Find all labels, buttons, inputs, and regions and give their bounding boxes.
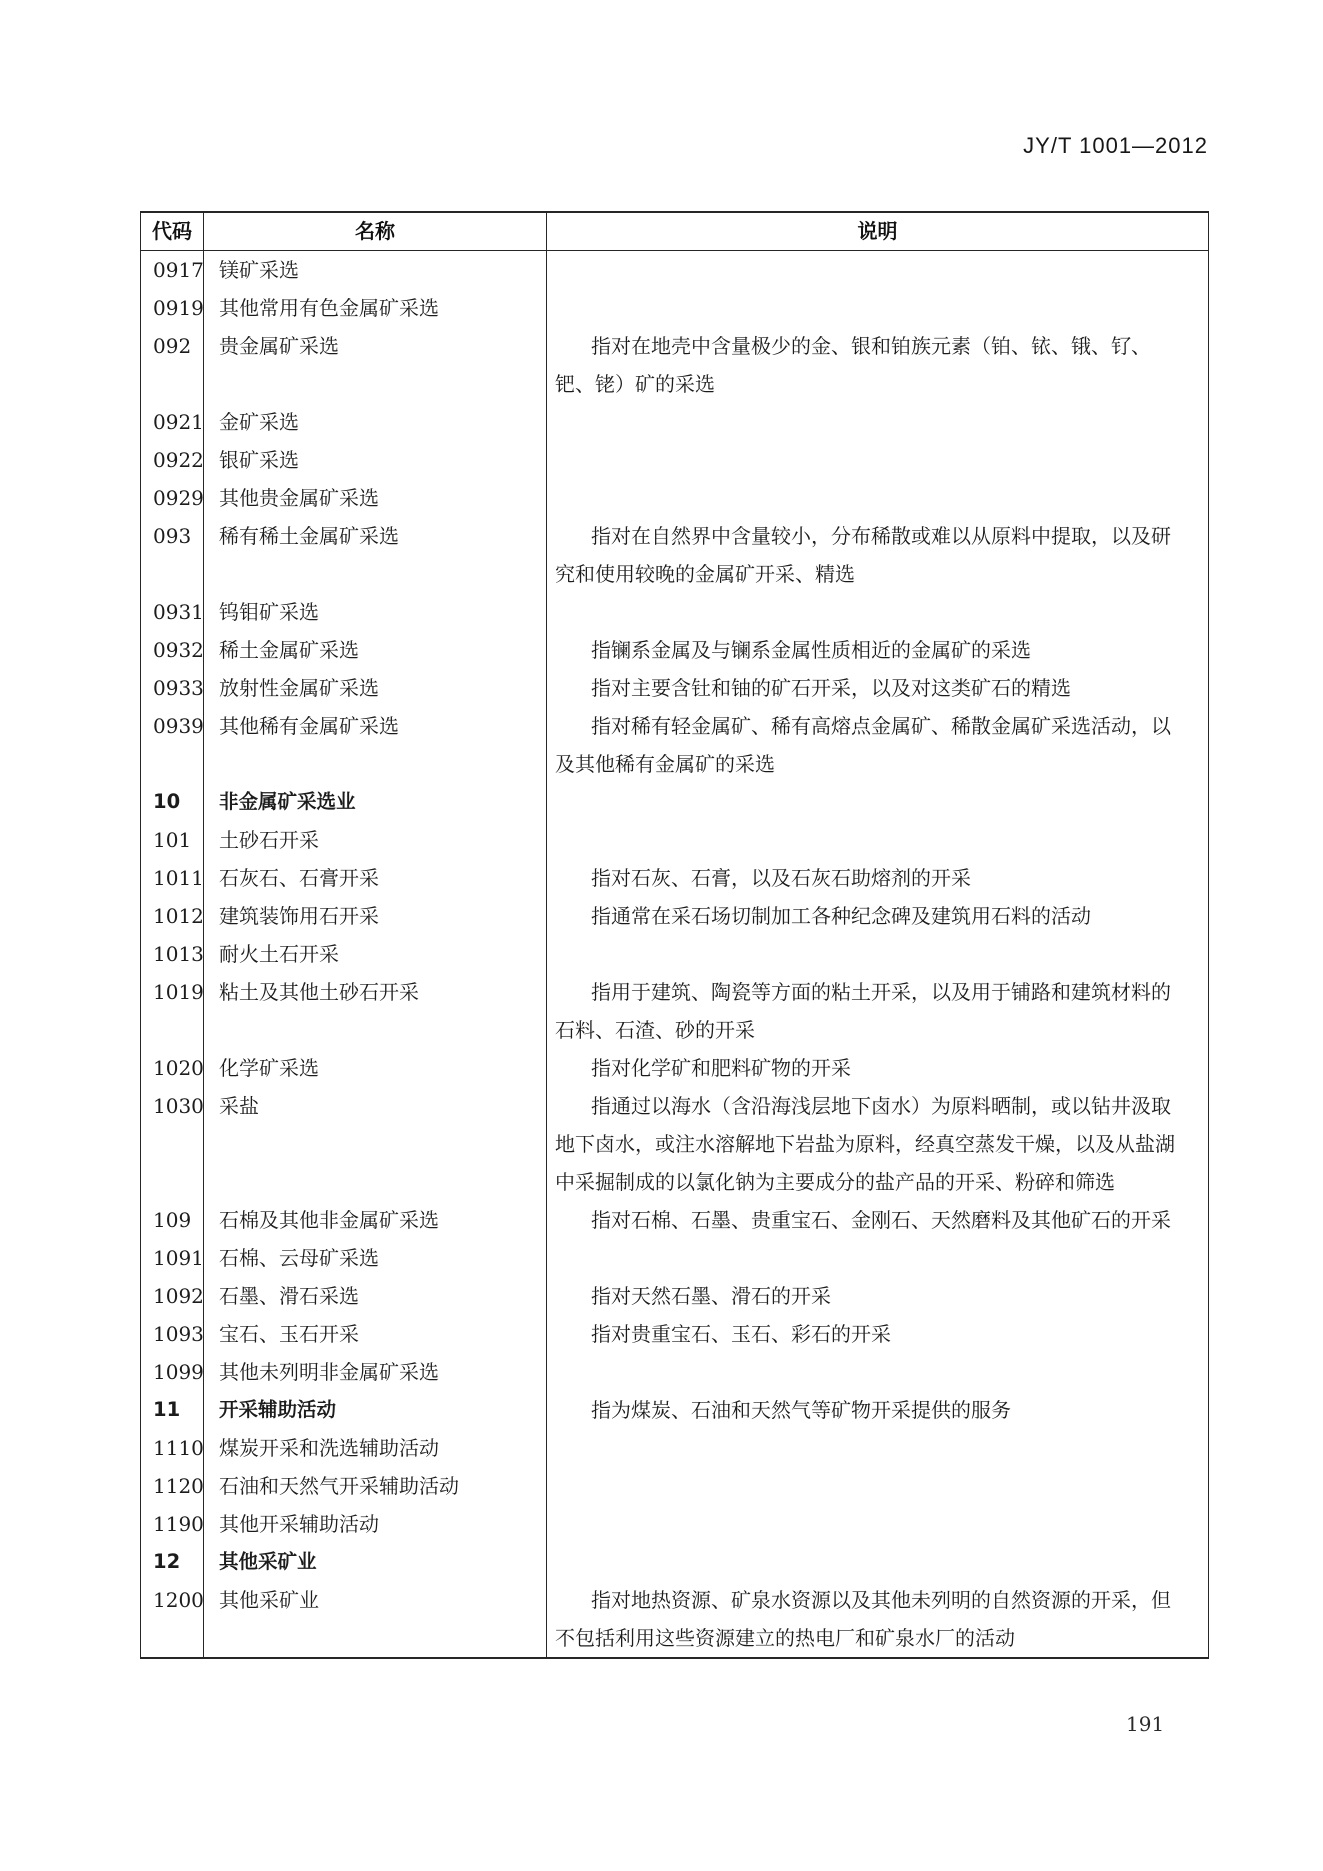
name-cell: 其他未列明非金属矿采选: [204, 1353, 547, 1391]
code-cell: 11: [141, 1391, 204, 1429]
name-cell: 稀土金属矿采选: [204, 631, 547, 669]
table-row: [141, 1049, 1209, 1087]
description-cell: [547, 1353, 1209, 1391]
code-cell: 0921: [141, 403, 204, 441]
code-cell: 1092: [141, 1277, 204, 1315]
name-cell: 其他贵金属矿采选: [204, 479, 547, 517]
description-cell: [547, 289, 1209, 327]
column-header-code: 代码: [141, 212, 204, 251]
standard-number: JY/T 1001—2012: [1023, 133, 1208, 158]
code-cell: 0939: [141, 707, 204, 783]
table-body: [141, 251, 1209, 1659]
table-row: [141, 1315, 1209, 1353]
table-row: [141, 859, 1209, 897]
table-row: [141, 289, 1209, 327]
code-cell: 0917: [141, 251, 204, 290]
table-row: [141, 897, 1209, 935]
name-cell: 非金属矿采选业: [204, 783, 547, 821]
table-row: [141, 1505, 1209, 1543]
description-cell: [547, 479, 1209, 517]
description-cell: 指镧系金属及与镧系金属性质相近的金属矿的采选: [591, 638, 1031, 662]
code-cell: 109: [141, 1201, 204, 1239]
code-cell: 1200: [141, 1581, 204, 1658]
description-cell: 指对主要含钍和铀的矿石开采，以及对这类矿石的精选: [591, 676, 1071, 700]
code-cell: 12: [141, 1543, 204, 1581]
description-cell: [547, 1429, 1209, 1467]
name-cell: 建筑装饰用石开采: [204, 897, 547, 935]
table-row: [141, 327, 1209, 403]
description-cell: [547, 1467, 1209, 1505]
description-cell: [547, 251, 1209, 290]
name-cell: 石棉及其他非金属矿采选: [204, 1201, 547, 1239]
description-cell: 指对稀有轻金属矿、稀有高熔点金属矿、稀散金属矿采选活动，以及其他稀有金属矿的采选: [555, 714, 1171, 776]
description-cell: 指对地热资源、矿泉水资源以及其他未列明的自然资源的开采，但不包括利用这些资源建立的热电厂和矿泉水厂的活动: [555, 1588, 1171, 1650]
table-row: [141, 251, 1209, 290]
table-row: [141, 707, 1209, 783]
description-cell: [547, 783, 1209, 821]
table-row: [141, 517, 1209, 593]
code-cell: 1099: [141, 1353, 204, 1391]
description-cell: 指对石灰、石膏，以及石灰石助熔剂的开采: [591, 866, 971, 890]
name-cell: 镁矿采选: [204, 251, 547, 290]
description-cell: 指对在自然界中含量较小，分布稀散或难以从原料中提取，以及研究和使用较晚的金属矿开采、精选: [555, 524, 1171, 586]
code-cell: 1019: [141, 973, 204, 1049]
page-number: 191: [1126, 1712, 1165, 1736]
code-cell: 1120: [141, 1467, 204, 1505]
name-cell: 放射性金属矿采选: [204, 669, 547, 707]
description-cell: [547, 441, 1209, 479]
table-row: [141, 1201, 1209, 1239]
code-cell: 101: [141, 821, 204, 859]
name-cell: 煤炭开采和洗选辅助活动: [204, 1429, 547, 1467]
name-cell: 开采辅助活动: [204, 1391, 547, 1429]
description-cell: [547, 593, 1209, 631]
table-header-row: [141, 212, 1209, 251]
code-cell: 0933: [141, 669, 204, 707]
name-cell: 贵金属矿采选: [204, 327, 547, 403]
column-header-name: 名称: [204, 212, 547, 251]
description-cell: [547, 403, 1209, 441]
table-row: [141, 973, 1209, 1049]
description-cell: 指通过以海水（含沿海浅层地下卤水）为原料晒制，或以钻井汲取地下卤水，或注水溶解地下岩盐为原料，经真空蒸发干燥，以及从盐湖中采掘制成的以氯化钠为主要成分的盐产品的开采、粉碎和筛选: [555, 1094, 1175, 1194]
name-cell: 金矿采选: [204, 403, 547, 441]
table-row: [141, 1429, 1209, 1467]
table-row: [141, 403, 1209, 441]
column-header-description: 说明: [547, 212, 1209, 251]
description-cell: [547, 821, 1209, 859]
code-cell: 093: [141, 517, 204, 593]
description-cell: [547, 935, 1209, 973]
code-cell: 1011: [141, 859, 204, 897]
name-cell: 土砂石开采: [204, 821, 547, 859]
table-row: [141, 1087, 1209, 1201]
name-cell: 粘土及其他土砂石开采: [204, 973, 547, 1049]
name-cell: 采盐: [204, 1087, 547, 1201]
name-cell: 石墨、滑石采选: [204, 1277, 547, 1315]
description-cell: 指对天然石墨、滑石的开采: [591, 1284, 831, 1308]
name-cell: 钨钼矿采选: [204, 593, 547, 631]
code-cell: 092: [141, 327, 204, 403]
code-cell: 1093: [141, 1315, 204, 1353]
description-cell: 指对化学矿和肥料矿物的开采: [591, 1056, 851, 1080]
description-cell: [547, 1239, 1209, 1277]
name-cell: 其他常用有色金属矿采选: [204, 289, 547, 327]
table-row: [141, 1581, 1209, 1658]
table-row: [141, 1543, 1209, 1581]
description-cell: [547, 1505, 1209, 1543]
table-row: [141, 1353, 1209, 1391]
description-cell: 指为煤炭、石油和天然气等矿物开采提供的服务: [591, 1398, 1011, 1422]
code-cell: 1030: [141, 1087, 204, 1201]
name-cell: 银矿采选: [204, 441, 547, 479]
name-cell: 其他采矿业: [204, 1543, 547, 1581]
name-cell: 其他稀有金属矿采选: [204, 707, 547, 783]
table-row: [141, 1467, 1209, 1505]
code-cell: 1190: [141, 1505, 204, 1543]
name-cell: 其他开采辅助活动: [204, 1505, 547, 1543]
description-cell: 指通常在采石场切制加工各种纪念碑及建筑用石料的活动: [591, 904, 1091, 928]
description-cell: 指对在地壳中含量极少的金、银和铂族元素（铂、铱、锇、钌、钯、铑）矿的采选: [555, 334, 1151, 396]
table-row: [141, 1277, 1209, 1315]
name-cell: 石棉、云母矿采选: [204, 1239, 547, 1277]
table-row: [141, 479, 1209, 517]
name-cell: 其他采矿业: [204, 1581, 547, 1658]
name-cell: 稀有稀土金属矿采选: [204, 517, 547, 593]
code-cell: 1091: [141, 1239, 204, 1277]
description-cell: [547, 1543, 1209, 1581]
description-cell: 指用于建筑、陶瓷等方面的粘土开采，以及用于铺路和建筑材料的石料、石渣、砂的开采: [555, 980, 1171, 1042]
table-row: [141, 783, 1209, 821]
name-cell: 宝石、玉石开采: [204, 1315, 547, 1353]
code-cell: 1020: [141, 1049, 204, 1087]
table-row: [141, 1391, 1209, 1429]
code-cell: 10: [141, 783, 204, 821]
name-cell: 化学矿采选: [204, 1049, 547, 1087]
code-cell: 1013: [141, 935, 204, 973]
table-row: [141, 593, 1209, 631]
description-cell: 指对石棉、石墨、贵重宝石、金刚石、天然磨料及其他矿石的开采: [591, 1208, 1171, 1232]
table-row: [141, 821, 1209, 859]
table-row: [141, 631, 1209, 669]
name-cell: 石灰石、石膏开采: [204, 859, 547, 897]
code-cell: 0932: [141, 631, 204, 669]
description-cell: 指对贵重宝石、玉石、彩石的开采: [591, 1322, 891, 1346]
classification-table: [140, 211, 1209, 1659]
code-cell: 0931: [141, 593, 204, 631]
table-row: [141, 669, 1209, 707]
table-row: [141, 1239, 1209, 1277]
code-cell: 0922: [141, 441, 204, 479]
code-cell: 1110: [141, 1429, 204, 1467]
table-row: [141, 935, 1209, 973]
name-cell: 石油和天然气开采辅助活动: [204, 1467, 547, 1505]
code-cell: 0919: [141, 289, 204, 327]
name-cell: 耐火土石开采: [204, 935, 547, 973]
code-cell: 0929: [141, 479, 204, 517]
code-cell: 1012: [141, 897, 204, 935]
table-row: [141, 441, 1209, 479]
